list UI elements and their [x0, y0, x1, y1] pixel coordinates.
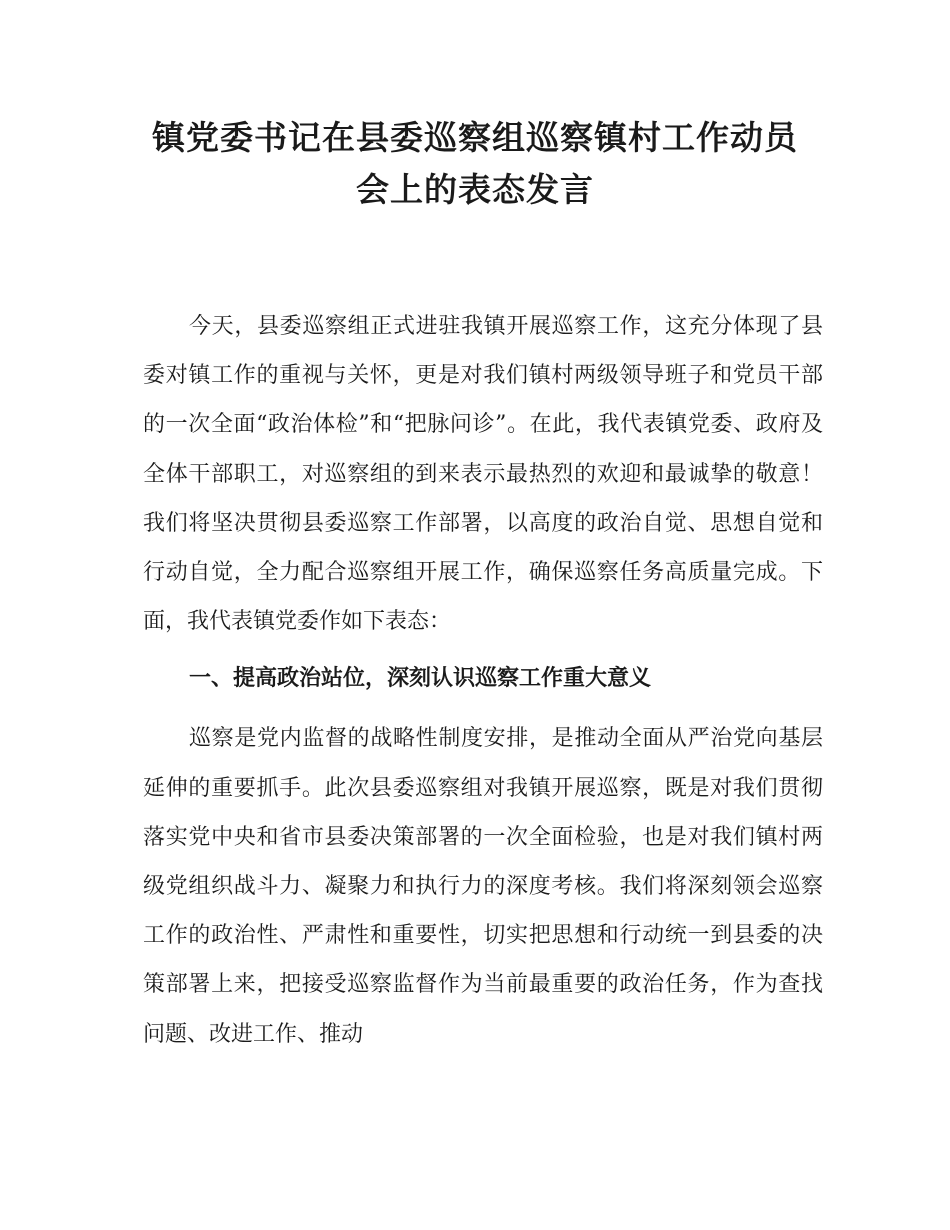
paragraph-section-1: 巡察是党内监督的战略性制度安排，是推动全面从严治党向基层延伸的重要抓手。此次县委巡察组对我镇开展巡察，既是对我们贯彻落实党中央和省市县委决策部署的一次全面检验，也是对我们镇村两级党组织战斗力、凝聚力和执行力的深度考核。我们将深刻领会巡察工作的政治性、严肃性和重要性，切实把思想和行动统一到县委的决策部署上来，把接受巡察监督作为当前最重要的政治任务，作为查找问题、改进工作、推动	[143, 726, 823, 1047]
title-line-2: 会上的表态发言	[356, 170, 594, 209]
paragraph-intro: 今天，县委巡察组正式进驻我镇开展巡察工作，这充分体现了县委对镇工作的重视与关怀，更是对我们镇村两级领导班子和党员干部的一次全面“政治体检”和“把脉问诊”。在此，我代表镇党委、政府及全体干部职工，对巡察组的到来表示最热烈的欢迎和最诚挚的敬意！我们将坚决贯彻县委巡察工作部署，以高度的政治自觉、思想自觉和行动自觉，全力配合巡察组开展工作，确保巡察任务高质量完成。下面，我代表镇党委作如下表态：	[143, 314, 823, 635]
section-heading-1: 一、提高政治站位，深刻认识巡察工作重大意义	[189, 666, 652, 692]
document-body	[143, 302, 823, 1059]
document-title	[100, 112, 850, 216]
title-line-1: 镇党委书记在县委巡察组巡察镇村工作动员	[152, 118, 798, 157]
